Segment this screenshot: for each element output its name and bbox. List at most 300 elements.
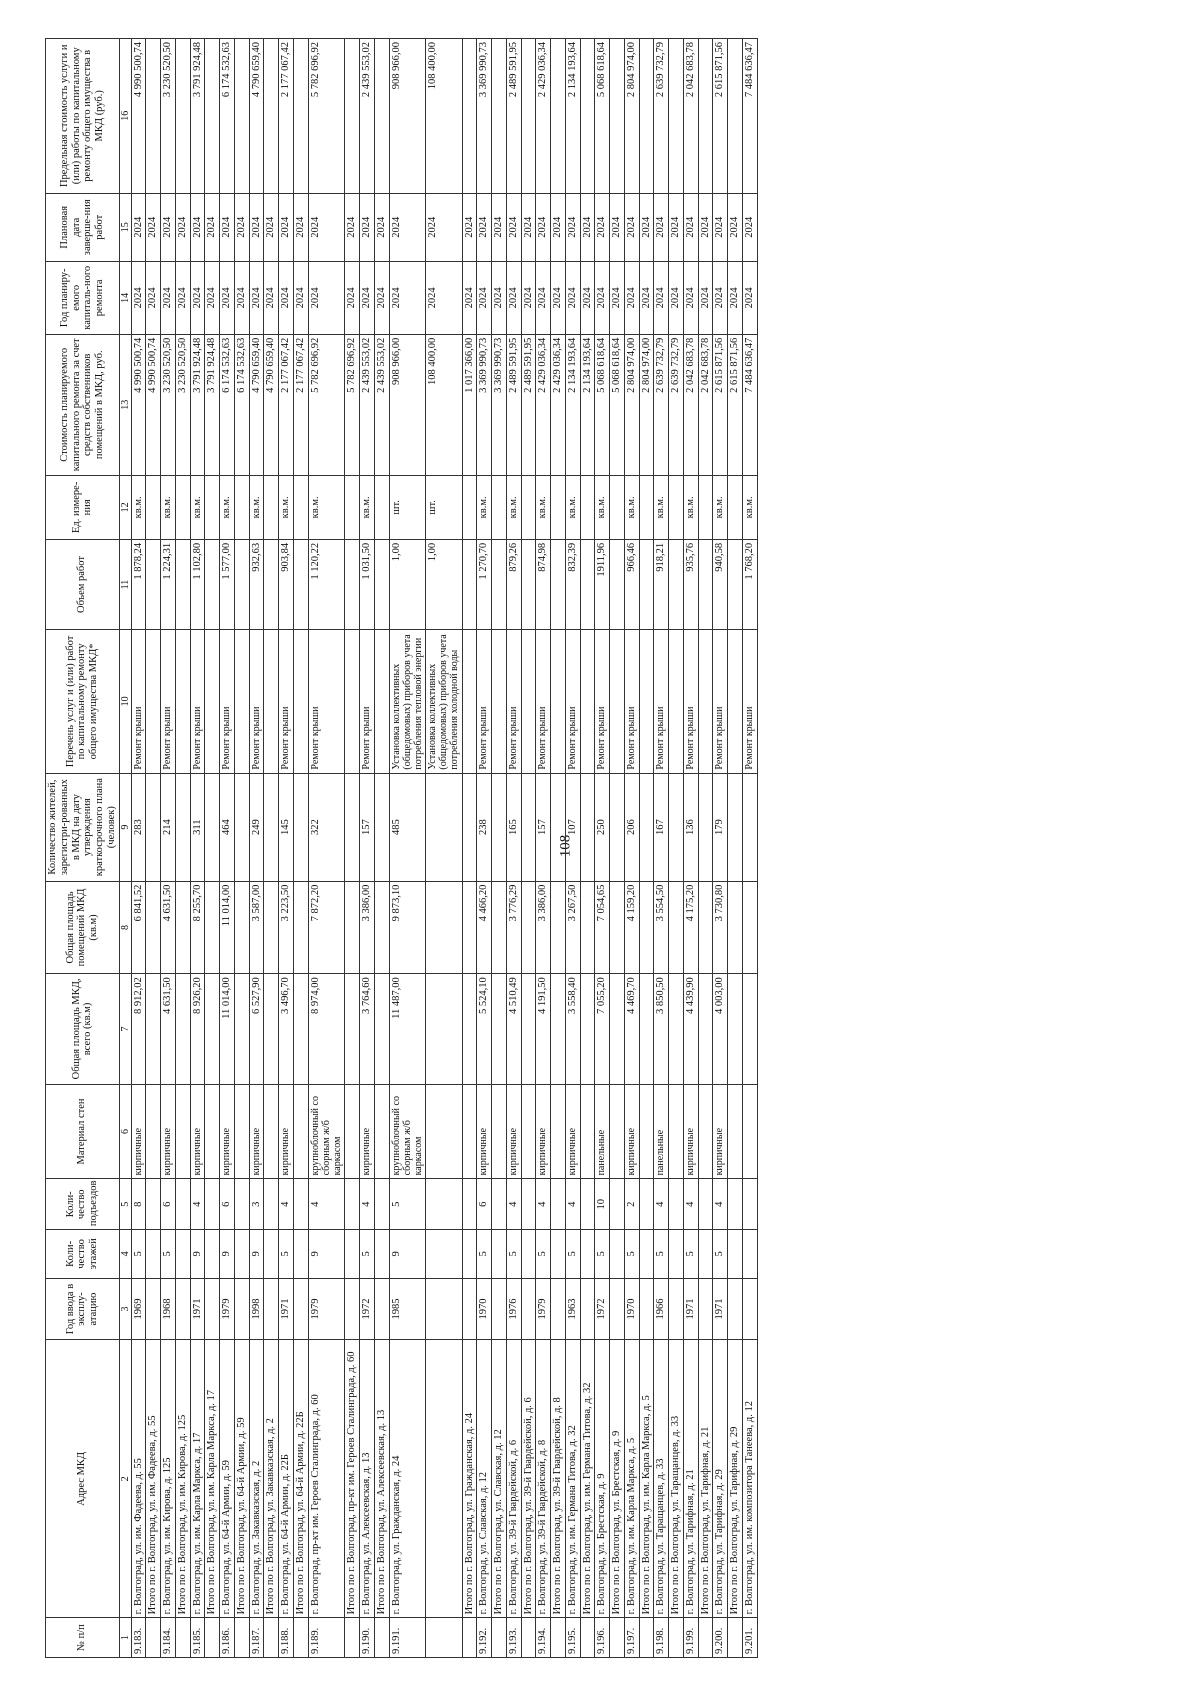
table-cell (728, 881, 743, 974)
table-cell: 2024 (345, 193, 360, 261)
table-cell: 1 120,22 (308, 539, 345, 629)
table-cell: 9.185. (190, 1618, 205, 1658)
table-cell (293, 475, 308, 539)
table-cell (293, 1278, 308, 1340)
header-row (46, 39, 120, 1658)
table-cell (669, 630, 684, 773)
column-header: № п/п (46, 1618, 120, 1658)
table-cell (345, 773, 360, 881)
table-cell (521, 881, 536, 974)
table-cell: кв.м. (279, 475, 294, 539)
table-cell: Ремонт крыши (713, 630, 728, 773)
table-cell: 2024 (131, 193, 146, 261)
table-cell: Итого по г. Волгоград, ул. Славская, д. 12 (492, 1340, 507, 1618)
table-cell (492, 881, 507, 974)
table-cell: 5 (360, 1230, 375, 1279)
table-cell (264, 630, 279, 773)
table-cell (580, 773, 595, 881)
table-row (713, 39, 728, 1658)
table-cell: 2024 (713, 193, 728, 261)
table-cell: 2 439 553,02 (360, 334, 375, 475)
table-cell (521, 974, 536, 1084)
table-cell: Итого по г. Волгоград, ул. им. Германа Титова, д. 32 (580, 1340, 595, 1618)
table-cell (293, 773, 308, 881)
table-cell: 9.192. (477, 1618, 492, 1658)
table-cell (551, 1084, 566, 1179)
table-cell (175, 39, 190, 194)
table-cell: 9.199. (683, 1618, 698, 1658)
column-header: Стоимость планируемого капитального ремонта за счет средств собственников помещений в МКД, руб. (46, 334, 120, 475)
table-cell: кв.м. (131, 475, 146, 539)
column-header: Количество жителей, зарегистри-рованных в МКД на дату утверждения краткосрочного плана (человек) (46, 773, 120, 881)
table-cell: 5 068 618,64 (595, 334, 610, 475)
table-cell: шт. (426, 475, 463, 539)
table-cell: 1971 (279, 1278, 294, 1340)
table-cell: 8 974,00 (308, 974, 345, 1084)
table-cell (669, 1618, 684, 1658)
table-cell: г. Волгоград, ул. Закавказская, д. 2 (249, 1340, 264, 1618)
table-row (669, 39, 684, 1658)
table-cell (462, 39, 477, 194)
table-cell (374, 1179, 389, 1230)
table-row (131, 39, 146, 1658)
table-cell (345, 881, 360, 974)
table-cell: 2024 (654, 261, 669, 334)
table-cell: 1970 (624, 1278, 639, 1340)
column-header: Коли-чество этажей (46, 1230, 120, 1279)
table-cell: 11 014,00 (220, 881, 235, 974)
table-row (234, 39, 249, 1658)
table-cell (521, 475, 536, 539)
column-header: Год планиру-емого капиталь-ного ремонта (46, 261, 120, 334)
table-cell (234, 974, 249, 1084)
table-cell (580, 1230, 595, 1279)
table-cell: г. Волгоград, ул. 39-й Гвардейской, д. 6 (506, 1340, 521, 1618)
table-cell (264, 539, 279, 629)
table-cell (462, 539, 477, 629)
table-body (131, 39, 757, 1658)
table-cell: 4 990 500,74 (146, 334, 161, 475)
table-cell: 2024 (639, 261, 654, 334)
table-cell (580, 539, 595, 629)
table-cell: 4 (308, 1179, 345, 1230)
table-cell (551, 39, 566, 194)
table-cell: г. Волгоград, пр-кт им. Героев Сталинграда, д. 60 (308, 1340, 345, 1618)
table-cell: 2 177 067,42 (279, 334, 294, 475)
table-cell: 9.193. (506, 1618, 521, 1658)
column-number: 12 (119, 475, 131, 539)
table-cell: Итого по г. Волгоград, ул. Брестская, д. 9 (610, 1340, 625, 1618)
table-cell: г. Волгоград, ул. 64-й Армии, д. 59 (220, 1340, 235, 1618)
table-cell (146, 1230, 161, 1279)
table-cell: 2024 (742, 261, 757, 334)
table-cell (205, 1179, 220, 1230)
table-cell: 2024 (161, 261, 176, 334)
table-cell: 2 804 974,00 (624, 39, 639, 194)
table-cell: 2024 (190, 261, 205, 334)
table-cell: 2024 (565, 261, 580, 334)
table-cell: 874,98 (536, 539, 551, 629)
column-number: 3 (119, 1278, 131, 1340)
table-row (624, 39, 639, 1658)
table-cell: 2 489 591,95 (506, 39, 521, 194)
table-cell (492, 39, 507, 194)
table-cell: г. Волгоград, ул. им. Карла Маркса, д. 17 (190, 1340, 205, 1618)
table-cell: 2024 (624, 193, 639, 261)
table-cell: 1972 (360, 1278, 375, 1340)
table-cell (639, 1618, 654, 1658)
table-cell (639, 773, 654, 881)
table-cell (426, 1179, 463, 1230)
table-cell: 9 (389, 1230, 426, 1279)
table-cell: Ремонт крыши (742, 630, 757, 773)
table-cell: кв.м. (220, 475, 235, 539)
table-cell: 5 (595, 1230, 610, 1279)
table-cell (742, 773, 757, 881)
table-cell (728, 630, 743, 773)
table-cell: кв.м. (683, 475, 698, 539)
table-cell: 5 (654, 1230, 669, 1279)
table-cell: 1976 (506, 1278, 521, 1340)
table-cell (345, 39, 360, 194)
table-cell: 6 841,52 (131, 881, 146, 974)
table-cell: 2 134 193,64 (565, 39, 580, 194)
table-cell (234, 1618, 249, 1658)
table-cell: 3 (249, 1179, 264, 1230)
table-cell: 11 487,00 (389, 974, 426, 1084)
table-cell (293, 1230, 308, 1279)
table-cell: кв.м. (742, 475, 757, 539)
column-number: 16 (119, 39, 131, 194)
table-cell: кирпичные (360, 1084, 375, 1179)
table-cell: Ремонт крыши (249, 630, 264, 773)
table-cell (728, 475, 743, 539)
table-row (389, 39, 426, 1658)
table-cell: кв.м. (506, 475, 521, 539)
table-cell: 2024 (426, 193, 463, 261)
table-cell (639, 1179, 654, 1230)
table-cell: 2024 (161, 193, 176, 261)
table-cell: 1972 (595, 1278, 610, 1340)
table-cell (580, 881, 595, 974)
table-cell: 2024 (234, 261, 249, 334)
table-cell: кирпичные (131, 1084, 146, 1179)
table-cell (293, 630, 308, 773)
table-cell (264, 881, 279, 974)
table-cell: 9 (190, 1230, 205, 1279)
table-cell: кв.м. (536, 475, 551, 539)
table-cell: 9.191. (389, 1618, 426, 1658)
table-cell: 1979 (536, 1278, 551, 1340)
table-row (293, 39, 308, 1658)
table-cell (293, 39, 308, 194)
table-cell: Итого по г. Волгоград, ул. Тарифная, д. 21 (698, 1340, 713, 1618)
table-cell (639, 475, 654, 539)
table-cell: 2 042 683,78 (683, 334, 698, 475)
table-cell (374, 773, 389, 881)
table-cell: 932,63 (249, 539, 264, 629)
table-cell: 3 369 990,73 (477, 334, 492, 475)
table-cell (374, 881, 389, 974)
table-cell (610, 475, 625, 539)
table-cell: 4 631,50 (161, 881, 176, 974)
table-row (264, 39, 279, 1658)
table-cell: 5 (389, 1179, 426, 1230)
table-cell: кирпичные (190, 1084, 205, 1179)
table-cell (492, 475, 507, 539)
column-header: Перечень услуг и (или) работ по капитальному ремонту общего имущества МКД* (46, 630, 120, 773)
table-cell: 9.194. (536, 1618, 551, 1658)
table-cell (669, 475, 684, 539)
table-cell: 918,21 (654, 539, 669, 629)
table-row (462, 39, 477, 1658)
table-cell (426, 1230, 463, 1279)
table-cell (551, 1179, 566, 1230)
table-cell: 2024 (580, 261, 595, 334)
table-row (580, 39, 595, 1658)
table-cell (264, 974, 279, 1084)
table-cell: 1971 (713, 1278, 728, 1340)
table-cell: 4 (536, 1179, 551, 1230)
table-cell: 1966 (654, 1278, 669, 1340)
table-cell: 6 (220, 1179, 235, 1230)
table-cell: 3 850,50 (654, 974, 669, 1084)
table-cell (146, 1179, 161, 1230)
table-cell: 4 175,20 (683, 881, 698, 974)
table-cell (205, 974, 220, 1084)
table-cell: 2024 (595, 193, 610, 261)
table-cell: 2024 (683, 261, 698, 334)
table-cell (345, 1278, 360, 1340)
table-cell (551, 773, 566, 881)
table-cell: 2024 (565, 193, 580, 261)
page-number: 108 (557, 834, 574, 858)
table-cell (580, 630, 595, 773)
table-cell: 5 (624, 1230, 639, 1279)
table-cell (610, 1230, 625, 1279)
table-cell: 9.201. (742, 1618, 757, 1658)
table-cell: 2 439 553,02 (374, 334, 389, 475)
table-cell: 5 (713, 1230, 728, 1279)
table-cell (669, 39, 684, 194)
table-cell: кирпичные (713, 1084, 728, 1179)
table-cell (374, 1084, 389, 1179)
table-cell: 2 615 871,56 (713, 334, 728, 475)
table-cell: Ремонт крыши (506, 630, 521, 773)
table-cell: г. Волгоград, ул. 39-й Гвардейской, д. 8 (536, 1340, 551, 1618)
table-cell: 9.183. (131, 1618, 146, 1658)
table-cell: 879,26 (506, 539, 521, 629)
table-cell: Установка коллективных (общедомовых) приборов учета потребления холодной воды (426, 630, 463, 773)
table-cell: 1979 (220, 1278, 235, 1340)
table-cell: 4 (279, 1179, 294, 1230)
table-cell: Итого по г. Волгоград, ул. Гражданская, д. 24 (462, 1340, 477, 1618)
table-cell: 2024 (249, 261, 264, 334)
table-cell (205, 1618, 220, 1658)
table-cell: крупноблочный со сборным ж/б каркасом (389, 1084, 426, 1179)
table-cell: 4 191,50 (536, 974, 551, 1084)
table-cell (580, 974, 595, 1084)
table-cell (462, 974, 477, 1084)
table-cell (580, 1084, 595, 1179)
table-cell (374, 39, 389, 194)
column-header: Год ввода в эксплу-атацию (46, 1278, 120, 1340)
table-cell (742, 974, 757, 1084)
table-cell: 9.197. (624, 1618, 639, 1658)
table-row (683, 39, 698, 1658)
table-cell: 3 369 990,73 (477, 39, 492, 194)
table-cell: 1,00 (426, 539, 463, 629)
table-cell: 2 429 036,34 (536, 39, 551, 194)
table-cell (580, 1179, 595, 1230)
table-cell (146, 881, 161, 974)
table-cell: 249 (249, 773, 264, 881)
column-header: Плановая дата заверше-ния работ (46, 193, 120, 261)
table-cell: 2024 (293, 193, 308, 261)
table-cell: 250 (595, 773, 610, 881)
table-cell (462, 881, 477, 974)
table-cell (580, 1278, 595, 1340)
table-cell: кирпичные (683, 1084, 698, 1179)
table-cell (639, 1230, 654, 1279)
table-cell: 2024 (506, 193, 521, 261)
table-cell: Ремонт крыши (477, 630, 492, 773)
table-cell: Итого по г. Волгоград, ул. им. Фадеева, д. 55 (146, 1340, 161, 1618)
table-cell: 2 639 732,79 (654, 39, 669, 194)
table-cell (698, 1618, 713, 1658)
table-cell: 108 400,00 (426, 39, 463, 194)
table-cell: 4 (360, 1179, 375, 1230)
table-cell: 145 (279, 773, 294, 881)
table-cell: 3 791 924,48 (190, 39, 205, 194)
table-cell: Итого по г. Волгоград, ул. 39-й Гвардейской, д. 8 (551, 1340, 566, 1618)
table-cell: 214 (161, 773, 176, 881)
table-cell (234, 630, 249, 773)
table-cell (492, 1084, 507, 1179)
table-cell (728, 1230, 743, 1279)
table-cell: Ремонт крыши (220, 630, 235, 773)
table-cell: 5 782 696,92 (308, 39, 345, 194)
table-cell (639, 1084, 654, 1179)
table-cell (175, 1278, 190, 1340)
table-cell: 2024 (624, 261, 639, 334)
table-cell: 3 230 520,50 (161, 334, 176, 475)
table-cell: 2024 (190, 193, 205, 261)
table-cell: 1963 (565, 1278, 580, 1340)
table-row (477, 39, 492, 1658)
table-cell (492, 1278, 507, 1340)
table-cell (234, 1230, 249, 1279)
table-row (279, 39, 294, 1658)
table-cell: кв.м. (654, 475, 669, 539)
table-cell: кв.м. (360, 475, 375, 539)
table-cell: 4 003,00 (713, 974, 728, 1084)
table-cell (698, 773, 713, 881)
table-cell (293, 881, 308, 974)
column-number: 5 (119, 1179, 131, 1230)
table-cell: 1,00 (389, 539, 426, 629)
table-row (345, 39, 360, 1658)
table-cell (205, 539, 220, 629)
table-cell: Ремонт крыши (161, 630, 176, 773)
table-cell: 206 (624, 773, 639, 881)
table-cell: 9.184. (161, 1618, 176, 1658)
table-cell: 167 (654, 773, 669, 881)
table-cell: г. Волгоград, ул. Тарифная, д. 21 (683, 1340, 698, 1618)
table-cell: 9 (249, 1230, 264, 1279)
table-cell: 179 (713, 773, 728, 881)
table-cell: 4 (190, 1179, 205, 1230)
table-cell: 2024 (345, 261, 360, 334)
table-cell (234, 1179, 249, 1230)
table-cell (234, 881, 249, 974)
table-cell: 1979 (308, 1278, 345, 1340)
table-cell (345, 475, 360, 539)
table-cell: 10 (595, 1179, 610, 1230)
table-cell: 2024 (308, 261, 345, 334)
table-cell (728, 1179, 743, 1230)
table-cell (669, 539, 684, 629)
table-cell: 4 790 659,40 (249, 39, 264, 194)
table-cell (264, 1618, 279, 1658)
table-cell: Итого по г. Волгоград, ул. им. Кирова, д. 125 (175, 1340, 190, 1618)
table-cell (639, 881, 654, 974)
table-cell: 5 (683, 1230, 698, 1279)
table-cell: 2024 (374, 261, 389, 334)
column-number: 15 (119, 193, 131, 261)
table-cell: 2024 (264, 261, 279, 334)
table-cell (669, 881, 684, 974)
table-cell: 9 873,10 (389, 881, 426, 974)
table-cell: 935,76 (683, 539, 698, 629)
table-cell (345, 974, 360, 1084)
table-cell: 940,58 (713, 539, 728, 629)
table-cell: 238 (477, 773, 492, 881)
table-cell: Итого по г. Волгоград, пр-кт им. Героев Сталинграда, д. 60 (345, 1340, 360, 1618)
table-cell (551, 630, 566, 773)
table-cell: 908 966,00 (389, 334, 426, 475)
table-cell: 5 (477, 1230, 492, 1279)
table-cell: 3 764,60 (360, 974, 375, 1084)
table-cell: 3 791 924,48 (190, 334, 205, 475)
table-cell (698, 1084, 713, 1179)
column-number-row (119, 39, 131, 1658)
table-cell: кирпичные (624, 1084, 639, 1179)
table-cell: 5 782 696,92 (308, 334, 345, 475)
table-cell: 1998 (249, 1278, 264, 1340)
table-cell: панельные (595, 1084, 610, 1179)
table-cell (205, 1230, 220, 1279)
table-cell (551, 974, 566, 1084)
table-cell: 2024 (551, 193, 566, 261)
table-cell (521, 630, 536, 773)
table-cell: 5 (536, 1230, 551, 1279)
table-cell: 5 (161, 1230, 176, 1279)
table-cell: 2024 (308, 193, 345, 261)
column-number: 11 (119, 539, 131, 629)
table-cell: г. Волгоград, ул. им. Фадеева, д. 55 (131, 1340, 146, 1618)
table-cell (551, 539, 566, 629)
table-cell (728, 1618, 743, 1658)
table-row (374, 39, 389, 1658)
table-cell (698, 1230, 713, 1279)
table-cell (175, 1230, 190, 1279)
table-cell: г. Волгоград, ул. Тарифная, д. 29 (713, 1340, 728, 1618)
table-cell: 2024 (742, 193, 757, 261)
table-cell (426, 773, 463, 881)
table-cell (610, 974, 625, 1084)
table-cell (551, 475, 566, 539)
